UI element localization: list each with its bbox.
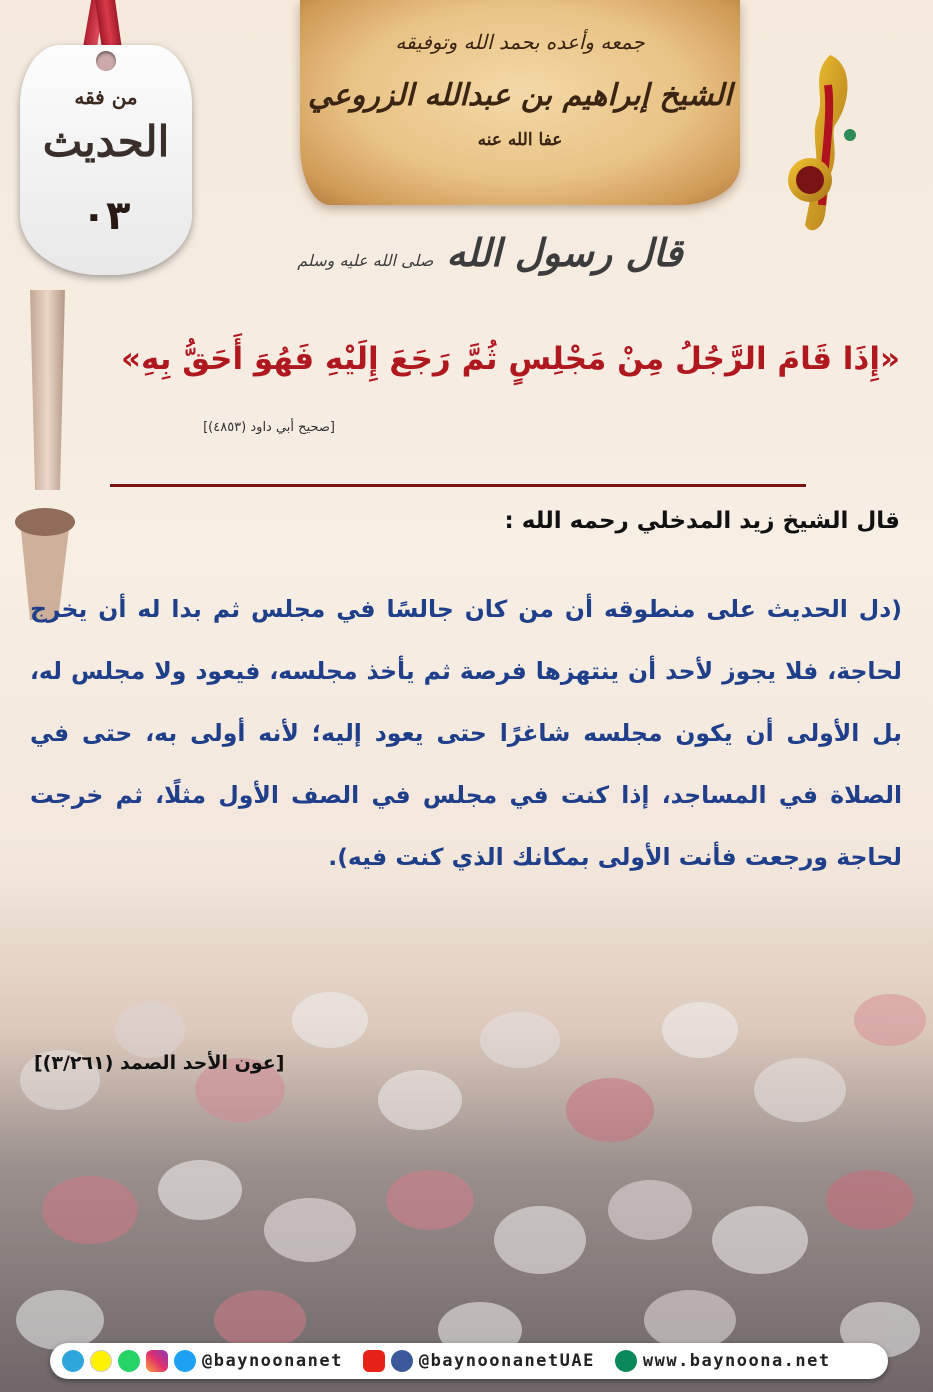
tag-label-word: الحديث bbox=[42, 117, 170, 166]
prophet-said-heading bbox=[260, 230, 720, 310]
heading-salutation: صلى الله عليه وسلم bbox=[297, 251, 434, 270]
heading-main: قال رسول الله bbox=[446, 230, 683, 275]
banner-dua: عفا الله عنه bbox=[477, 130, 563, 150]
tag-number: ٠٣ bbox=[81, 193, 131, 239]
facebook-icon[interactable] bbox=[391, 1350, 413, 1372]
handle-baynoonanet[interactable]: @baynoonanet bbox=[202, 1351, 343, 1371]
scroll-decoration-icon bbox=[0, 290, 90, 620]
series-tag bbox=[20, 45, 192, 275]
author-banner bbox=[300, 0, 740, 205]
hadith-text: «إِذَا قَامَ الرَّجُلُ مِنْ مَجْلِسٍ ثُمَّ رَجَعَ إِلَيْهِ فَهُوَ أَحَقُّ بِهِ» bbox=[120, 341, 900, 377]
instagram-icon[interactable] bbox=[146, 1350, 168, 1372]
divider bbox=[110, 484, 806, 487]
twitter-icon[interactable] bbox=[174, 1350, 196, 1372]
banner-author-name: الشيخ إبراهيم بن عبدالله الزروعي bbox=[307, 78, 733, 113]
telegram-icon[interactable] bbox=[62, 1350, 84, 1372]
whatsapp-icon[interactable] bbox=[118, 1350, 140, 1372]
tag-hole bbox=[96, 51, 116, 71]
hadith-source: [صحيح أبي داود (٤٨٥٣)] bbox=[203, 420, 335, 435]
tag-label-from: من فقه bbox=[74, 85, 138, 109]
website-link[interactable]: www.baynoona.net bbox=[642, 1351, 831, 1371]
reference-text: [عون الأحد الصمد (٣/٢٦١)] bbox=[34, 1052, 285, 1074]
youtube-icon[interactable] bbox=[363, 1350, 385, 1372]
social-footer bbox=[50, 1343, 888, 1379]
commentary-speaker: قال الشيخ زيد المدخلي رحمه الله : bbox=[504, 508, 900, 534]
snapchat-icon[interactable] bbox=[90, 1350, 112, 1372]
globe-icon[interactable] bbox=[615, 1350, 637, 1372]
commentary-reference bbox=[34, 1052, 434, 1074]
commentary-text: (دل الحديث على منطوقه أن من كان جالسًا في مجلس ثم بدا له أن يخرج لحاجة، فلا يجوز لأحد أن ينتهزها فرصة ثم يأخذ مجلسه، فيعود ولا مجلس له، بل الأولى أن يكون مجلسه شاغرًا حتى يعود إليه؛ لأنه أولى به، حتى في الصلاة في المساجد، إذا كنت في مجلس في الصف الأول مثلًا، ثم خرجت لحاجة ورجعت فأنت الأولى بمكانك الذي كنت فيه). bbox=[30, 595, 902, 871]
crowd-background-image bbox=[0, 960, 933, 1360]
banner-compiled-by: جمعه وأعده بحمد الله وتوفيقه bbox=[395, 30, 645, 54]
handle-baynoonanetuae[interactable]: @baynoonanetUAE bbox=[418, 1351, 595, 1371]
baynoona-logo-icon bbox=[770, 45, 870, 245]
